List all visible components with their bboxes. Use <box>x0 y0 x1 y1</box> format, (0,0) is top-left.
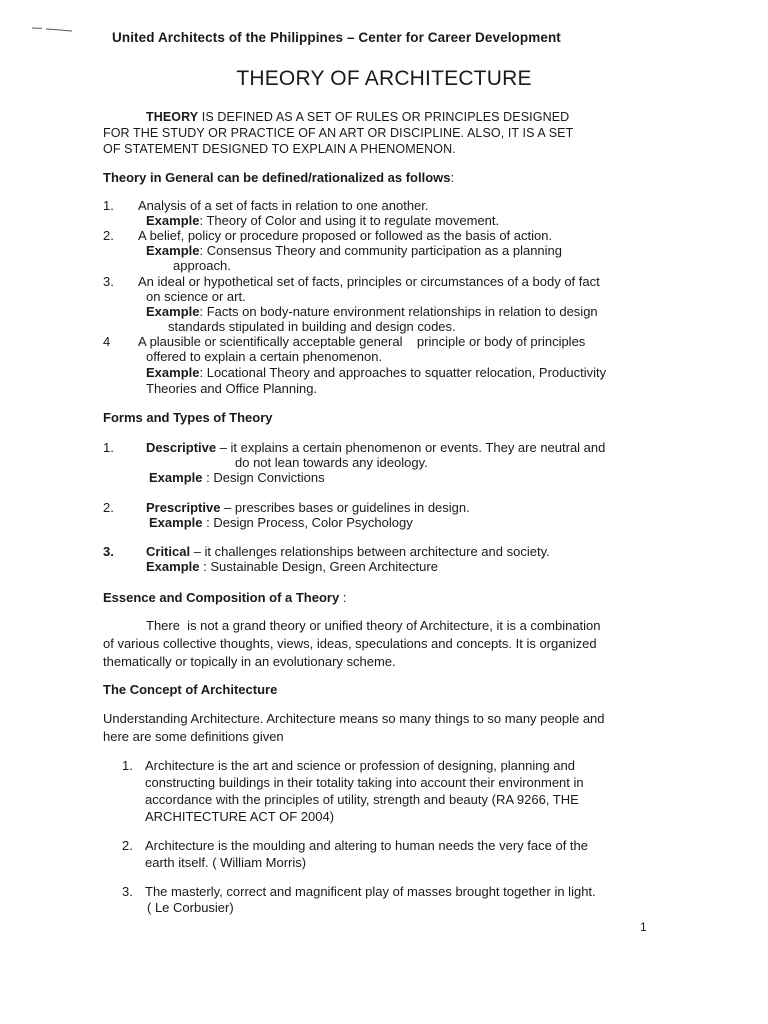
general-item-number: 4 <box>103 334 111 349</box>
general-item-text: Analysis of a set of facts in relation to one another. <box>138 198 429 213</box>
page-title: THEORY OF ARCHITECTURE <box>236 67 532 90</box>
forms-item-text: Critical – it challenges relationships between architecture and society. <box>146 544 550 559</box>
forms-item-number: 2. <box>103 500 114 515</box>
forms-item-number: 3. <box>103 544 114 559</box>
essence-line: thematically or topically in an evolutionary scheme. <box>103 654 396 669</box>
intro-line-1: THEORY IS DEFINED AS A SET OF RULES OR PRINCIPLES DESIGNED <box>146 110 570 124</box>
forms-item-example: Example : Design Process, Color Psychology <box>149 515 413 530</box>
scan-artifact-mark <box>32 26 82 32</box>
general-item-text: A plausible or scientifically acceptable general principle or body of principles <box>138 334 586 349</box>
general-item-text: An ideal or hypothetical set of facts, principles or circumstances of a body of fact <box>138 274 600 289</box>
intro-line-2: FOR THE STUDY OR PRACTICE OF AN ART OR DISCIPLINE. ALSO, IT IS A SET <box>103 126 574 140</box>
intro-term: THEORY <box>146 110 199 124</box>
concept-item-text: Architecture is the moulding and altering to human needs the very face of the <box>145 838 588 853</box>
concept-item-number: 3. <box>122 884 133 899</box>
forms-item-text: Descriptive – it explains a certain phenomenon or events. They are neutral and <box>146 440 606 455</box>
general-item-example-cont: approach. <box>173 258 231 273</box>
general-item-example-cont: standards stipulated in building and design codes. <box>168 319 456 334</box>
concept-item-text: ARCHITECTURE ACT OF 2004) <box>145 809 335 824</box>
forms-item-number: 1. <box>103 440 114 455</box>
section-heading-general: Theory in General can be defined/rationalized as follows: <box>103 170 455 185</box>
concept-item-number: 1. <box>122 758 133 773</box>
general-item-example: Example: Theory of Color and using it to regulate movement. <box>146 213 500 228</box>
page-header: United Architects of the Philippines – Center for Career Development <box>112 30 561 45</box>
general-item-text: A belief, policy or procedure proposed or followed as the basis of action. <box>138 228 553 243</box>
general-item-number: 2. <box>103 228 114 243</box>
forms-item-example: Example : Sustainable Design, Green Architecture <box>146 559 438 574</box>
concept-item-text: earth itself. ( William Morris) <box>145 855 307 870</box>
general-item-example: Example: Facts on body-nature environment relationships in relation to design <box>146 304 598 319</box>
general-item-example-cont: Theories and Office Planning. <box>146 381 318 396</box>
concept-item-number: 2. <box>122 838 133 853</box>
concept-item-text: constructing buildings in their totality taking into account their environment in <box>145 775 584 790</box>
concept-intro-line: here are some definitions given <box>103 729 284 744</box>
general-item-text-cont: offered to explain a certain phenomenon. <box>146 349 383 364</box>
forms-item-text: Prescriptive – prescribes bases or guidelines in design. <box>146 500 470 515</box>
essence-line: There is not a grand theory or unified theory of Architecture, it is a combination <box>146 618 601 633</box>
section-heading-forms: Forms and Types of Theory <box>103 410 273 425</box>
concept-item-text: accordance with the principles of utility, strength and beauty (RA 9266, THE <box>145 792 579 807</box>
page-number: 1 <box>640 920 647 934</box>
general-item-example: Example: Consensus Theory and community participation as a planning <box>146 243 563 258</box>
forms-item-text-cont: do not lean towards any ideology. <box>235 455 428 470</box>
intro-line-3: OF STATEMENT DESIGNED TO EXPLAIN A PHENOMENON. <box>103 142 456 156</box>
concept-item-text: ( Le Corbusier) <box>147 900 234 915</box>
section-heading-essence: Essence and Composition of a Theory : <box>103 590 347 605</box>
general-item-example: Example: Locational Theory and approaches to squatter relocation, Productivity <box>146 365 607 380</box>
concept-item-text: Architecture is the art and science or profession of designing, planning and <box>145 758 575 773</box>
concept-item-text: The masterly, correct and magnificent play of masses brought together in light. <box>145 884 596 899</box>
general-item-number: 3. <box>103 274 114 289</box>
section-heading-concept: The Concept of Architecture <box>103 682 278 697</box>
concept-intro-line: Understanding Architecture. Architecture means so many things to so many people and <box>103 711 605 726</box>
forms-item-example: Example : Design Convictions <box>149 470 325 485</box>
essence-line: of various collective thoughts, views, ideas, speculations and concepts. It is organized <box>103 636 597 651</box>
general-item-number: 1. <box>103 198 114 213</box>
general-item-text-cont: on science or art. <box>146 289 246 304</box>
